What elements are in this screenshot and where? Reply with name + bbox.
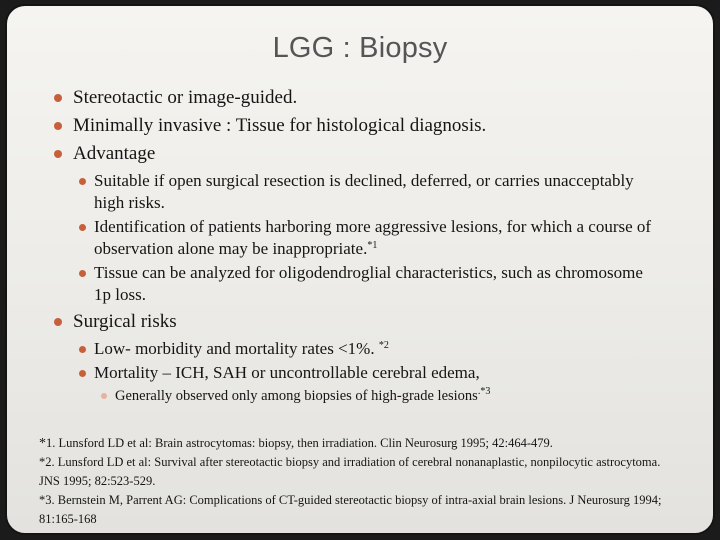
footnote-marker: *2 [378, 340, 389, 351]
bullet-advantage [7, 142, 713, 165]
bullet-dot-icon [79, 370, 86, 377]
bullet-text: Mortality – ICH, SAH or uncontrollable cerebral edema, [94, 363, 480, 382]
slide-title: LGG : Biopsy [272, 32, 448, 64]
bullet-dot-icon [54, 122, 62, 130]
bullet-dot-icon [79, 224, 86, 231]
references [39, 434, 679, 529]
bullet-text: Suitable if open surgical resection is declined, deferred, or carries unacceptably high risks. [94, 171, 634, 212]
slide [5, 4, 715, 535]
bullet-minimally-invasive [7, 114, 713, 137]
reference-1 [39, 434, 679, 453]
reference-star: * [39, 436, 46, 451]
bullet-text: Advantage [73, 143, 156, 164]
reference-3: *3. Bernstein M, Parrent AG: Complications of CT-guided stereotactic biopsy of intra-axial brain lesions. J Neurosurg 1994; 81:165-168 [39, 493, 662, 526]
bullet-text: Identification of patients harboring more aggressive lesions, for which a course of observation alone may be inappropriate. [94, 217, 652, 258]
sub-bullet-low-morbidity [7, 338, 713, 360]
bullet-dot-icon [79, 346, 86, 353]
bullet-dot-icon [79, 178, 86, 185]
bullet-dot-icon [79, 270, 86, 277]
bullet-text: Stereotactic or image-guided. [73, 87, 298, 108]
bullet-text: Tissue can be analyzed for oligodendroglial characteristics, such as chromosome 1p loss. [94, 263, 643, 304]
bullet-list [7, 86, 713, 410]
bullet-dot-icon [54, 94, 62, 102]
sub-sub-bullet-high-grade [7, 386, 713, 406]
bullet-dot-icon [101, 393, 107, 399]
footnote-marker: .*3 [477, 386, 491, 397]
sub-bullet-tissue [7, 262, 713, 306]
footnote-marker: *1 [367, 240, 378, 251]
bullet-text: Generally observed only among biopsies of high-grade lesions [115, 388, 478, 404]
bullet-text: Low- morbidity and mortality rates <1%. [94, 339, 375, 358]
bullet-stereotactic [7, 86, 713, 109]
sub-bullet-identification [7, 216, 713, 260]
bullet-text: Surgical risks [73, 311, 177, 332]
sub-bullet-mortality [7, 362, 713, 384]
bullet-dot-icon [54, 318, 62, 326]
bullet-dot-icon [54, 150, 62, 158]
reference-text: 1. Lunsford LD et al: Brain astrocytomas: biopsy, then irradiation. Clin Neurosurg 1995; 42:464-479. [46, 436, 553, 450]
bullet-surgical-risks [7, 310, 713, 333]
bullet-text: Minimally invasive : Tissue for histological diagnosis. [73, 115, 487, 136]
sub-bullet-suitable [7, 170, 713, 214]
reference-2: *2. Lunsford LD et al: Survival after stereotactic biopsy and irradiation of cerebral nonanaplastic, nonpilocytic astrocytoma. JNS 1995; 82:523-529. [39, 455, 661, 488]
